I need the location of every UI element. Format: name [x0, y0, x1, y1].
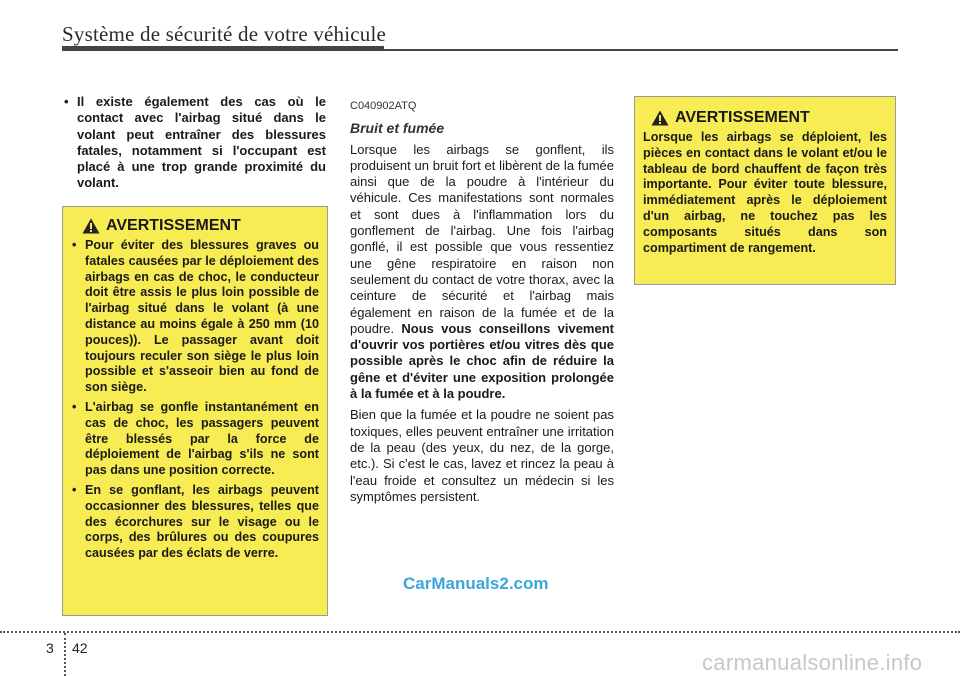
middle-column	[350, 98, 614, 505]
footer-rule	[0, 631, 960, 633]
page-chapter: 3	[46, 640, 54, 656]
bullet-dot: •	[64, 94, 69, 109]
warning-title: AVERTISSEMENT	[106, 217, 241, 234]
left-bullet-text: Il existe également des cas où le contact avec l'airbag situé dans le volant peut entraîner des blessures fatales, notamment si l'occupant est placé à une trop grande proximité du volant.	[77, 94, 326, 191]
header-rule-thin	[384, 49, 898, 51]
page-header-title: Système de sécurité de votre véhicule	[62, 22, 387, 46]
warning-list	[72, 238, 319, 562]
warning-box-right	[634, 96, 896, 285]
header-rule-thick	[62, 46, 384, 51]
section-subtitle: Bruit et fumée	[350, 120, 445, 137]
section-code: C040902ATQ	[350, 100, 417, 112]
warning-triangle-icon	[82, 218, 100, 234]
warning-box-left	[62, 206, 328, 616]
footer-site-watermark: carmanualsonline.info	[702, 650, 923, 675]
body-paragraph: Lorsque les airbags se gonflent, ils produisent un bruit fort et libèrent de la fumée ainsi que de la poudre à l'intérieur du véhicule. Ces manifestations sont normales et sont dues à l'inflammation lors du gonflement de l'airbag. Une fois l'airbag gonflé, il est possible que vous ressentiez une gêne respiratoire en raison non seulement du contact de votre thorax, avec la ceinture de sécurité et l'airbag mais également en raison de la fumée et de la poudre. Nous vous conseillons vivement d'ouvrir vos portières et/ou vitres dès que possible après le choc afin de réduire la gêne et d'éviter une exposition prolongée à la fumée et à la poudre.	[350, 141, 614, 402]
footer-divider	[64, 633, 66, 676]
warning-header	[72, 217, 319, 235]
warning-item: • L'airbag se gonfle instantanément en cas de choc, les passagers peuvent être blessés par la force de déploiement de l'airbag s'ils ne sont pas dans une position correcte.	[72, 399, 319, 478]
warning-title: AVERTISSEMENT	[675, 109, 810, 126]
page-number: 42	[72, 640, 88, 656]
left-bullet	[64, 94, 326, 192]
warning-item: • Pour éviter des blessures graves ou fatales causées par le déploiement des airbags en cas de choc, le conducteur doit être assis le plus loin possible de l'airbag situé dans le volant (à une distance au moins égale à 250 mm (10 pouces)). Le passager avant doit toujours reculer son siège le plus loin possible et s'asseoir bien au fond de son siège.	[72, 238, 319, 395]
warning-header	[643, 109, 887, 127]
warning-triangle-icon	[651, 110, 669, 126]
warning-text: Lorsque les airbags se déploient, les pièces en contact dans le volant et/ou le tableau de bord chauffent de façon très importante. Pour éviter toute blessure, immédiatement après le déploiement d'un airbag, ne touchez pas les composants situés dans son compartiment de rangement.	[643, 130, 887, 255]
warning-item: • En se gonflant, les airbags peuvent occasionner des blessures, telles que des écorchures sur le visage ou le corps, des brûlures ou des coupures causées par des éclats de verre.	[72, 482, 319, 561]
body-paragraph: Bien que la fumée et la poudre ne soient pas toxiques, elles peuvent entraîner une irritation de la peau (des yeux, du nez, de la gorge, etc.). Si c'est le cas, lavez et rincez la peau à l'eau froide et consultez un médecin si les symptômes persistent.	[350, 407, 614, 504]
watermark: CarManuals2.com	[403, 574, 549, 593]
